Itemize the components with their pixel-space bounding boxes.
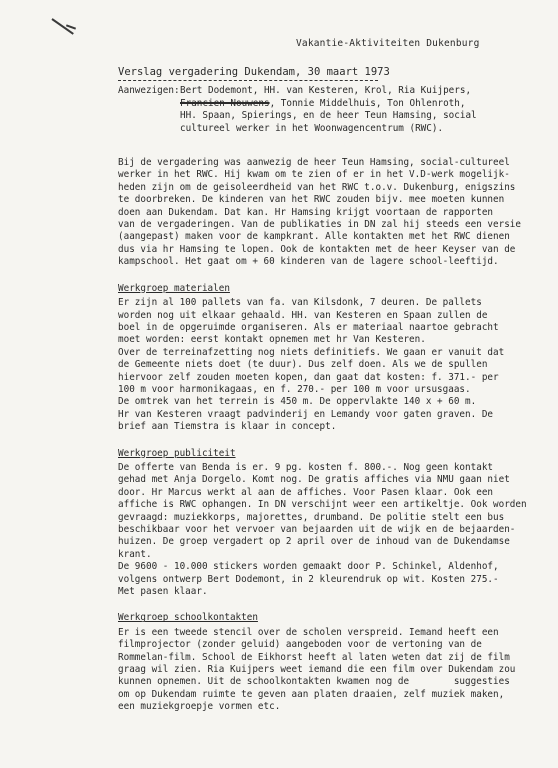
section-publiciteit — [118, 448, 538, 599]
text-line: De omtrek van het terrein is 450 m. De oppervlakte 140 x + 60 m. — [118, 396, 477, 408]
section-heading: Werkgroep publiciteit — [118, 447, 236, 459]
text-line: Over de terreinafzetting nog niets definitiefs. We gaan er vanuit dat — [118, 346, 505, 358]
text-line: worden nog uit elkaar gehaald. HH. van Kesteren en Spaan zullen de — [118, 309, 488, 321]
attendance-line: Bert Dodemont, HH. van Kesteren, Krol, Ria Kuijpers, — [180, 85, 472, 97]
text-line: Hr van Kesteren vraagt padvinderij en Lemandy voor gaten graven. De — [118, 408, 494, 420]
text-line: Bij de vergadering was aanwezig de heer Teun Hamsing, social-cultureel — [118, 157, 510, 169]
struck-name: Francien Nouwens — [180, 97, 270, 109]
attendance-list — [180, 85, 538, 135]
text-line: door. Hr Marcus werkt al aan de affiches. Voor Pasen klaar. Ook een — [118, 486, 494, 498]
text-line: Met pasen klaar. — [118, 586, 208, 598]
text-line: kampschool. Het gaat om + 60 kinderen van de lagere school-leeftijd. — [118, 256, 499, 268]
text-line: kunnen opnemen. Uit de schoolkontakten kwamen nog de suggesties — [118, 676, 510, 688]
attendance-line — [180, 98, 538, 110]
document-header: Vakantie-Aktiviteiten Dukenburg — [296, 38, 480, 49]
text-line: affiche is RWC ophangen. In DN verschijnt weer een artikeltje. Ook worden — [118, 499, 527, 511]
text-line: huizen. De groep vergadert op 2 april over de inhoud van de Dukendamse — [118, 536, 510, 548]
text-line: beschikbaar voor het vervoer van bejaarden uit de wijk en de bejaarden- — [118, 524, 516, 535]
section-heading: Werkgroep materialen — [118, 282, 230, 294]
text-line: filmprojector (zonder geluid) aangeboden voor de vertoning van de — [118, 639, 482, 651]
text-line: werker in het RWC. Hij kwam om te zien of er in het V.D-werk mogelijk- — [118, 169, 510, 181]
attendance-line-rest: , Tonnie Middelhuis, Ton Ohlenroth, — [269, 97, 466, 109]
attendance-block — [118, 85, 538, 135]
intro-paragraph — [118, 157, 538, 269]
text-line: Rommelan-film. School de Eikhorst heeft al laten weten dat zij de film — [118, 651, 510, 663]
text-line: boel in de opgeruimde organiseren. Als er materiaal naartoe gebracht — [118, 321, 499, 333]
report-title: Verslag vergadering Dukendam, 30 maart 1973 — [118, 66, 390, 78]
text-line: 100 m voor harmonikagaas, en f. 270.- per 100 m voor ursusgaas. — [118, 383, 471, 395]
document-body — [118, 66, 538, 714]
text-line: heden zijn om de geisoleerdheid van het RWC t.o.v. Dukenburg, enigszins — [118, 181, 516, 193]
text-line: krant. — [118, 548, 152, 560]
section-materialen — [118, 283, 538, 434]
text-line: te doorbreken. De kinderen van het RWC zouden bijv. mee moeten kunnen — [118, 194, 505, 206]
attendance-label: Aanwezigen: — [118, 85, 180, 97]
text-line: (aangepast) maken voor de kampkrant. Alle kontakten met het RWC dienen — [118, 231, 510, 243]
text-line: De 9600 - 10.000 stickers worden gemaakt door P. Schinkel, Aldenhof, — [118, 561, 499, 573]
text-line: dus via hr Hamsing te lopen. Ook de kontakten met de heer Keyser van de — [118, 243, 516, 255]
text-line: De offerte van Benda is er. 9 pg. kosten f. 800.-. Nog geen kontakt — [118, 461, 494, 473]
text-line: graag wil zien. Ria Kuijpers weet iemand die een film over Dukendam zou — [118, 664, 516, 676]
text-line: hiervoor zelf zouden moeten kopen, dan gaat dat kosten: f. 371.- per — [118, 371, 499, 383]
attendance-line: cultureel werker in het Woonwagencentrum (RWC). — [180, 122, 444, 134]
text-line: moet worden: eerst kontakt opnemen met hr Van Kesteren. — [118, 334, 426, 346]
section-heading: Werkgroep schoolkontakten — [118, 612, 258, 624]
text-line: gevraagd: muziekkorps, majorettes, drumband. De politie stelt een bus — [118, 511, 505, 523]
title-underline — [118, 80, 378, 81]
text-line: gehad met Anja Dorgelo. Komt nog. De gratis affiches via NMU gaan niet — [118, 474, 510, 486]
text-line: de Gemeente niets doet (te duur). Dus zelf doen. Als we de spullen — [118, 359, 488, 371]
text-line: volgens ontwerp Bert Dodemont, in 2 kleurendruk op wit. Kosten 275.- — [118, 573, 499, 585]
text-line: van de vergaderingen. Van de publikaties in DN zal hij steeds een versie — [118, 219, 521, 231]
text-line: brief aan Tiemstra is klaar in concept. — [118, 421, 337, 433]
text-line: doen aan Dukendam. Dat kan. Hr Hamsing krijgt voortaan de rapporten — [118, 206, 494, 218]
text-line: een muziekgroepje vormen etc. — [118, 701, 281, 713]
text-line: Er is een tweede stencil over de scholen verspreid. Iemand heeft een — [118, 626, 499, 638]
text-line: Er zijn al 100 pallets van fa. van Kilsdonk, 7 deuren. De pallets — [118, 297, 482, 309]
text-line: om op Dukendam ruimte te geven aan platen draaien, zelf muziek maken, — [118, 688, 505, 700]
section-schoolkontakten — [118, 612, 538, 713]
attendance-line: HH. Spaan, Spierings, en de heer Teun Hamsing, social — [180, 110, 477, 122]
